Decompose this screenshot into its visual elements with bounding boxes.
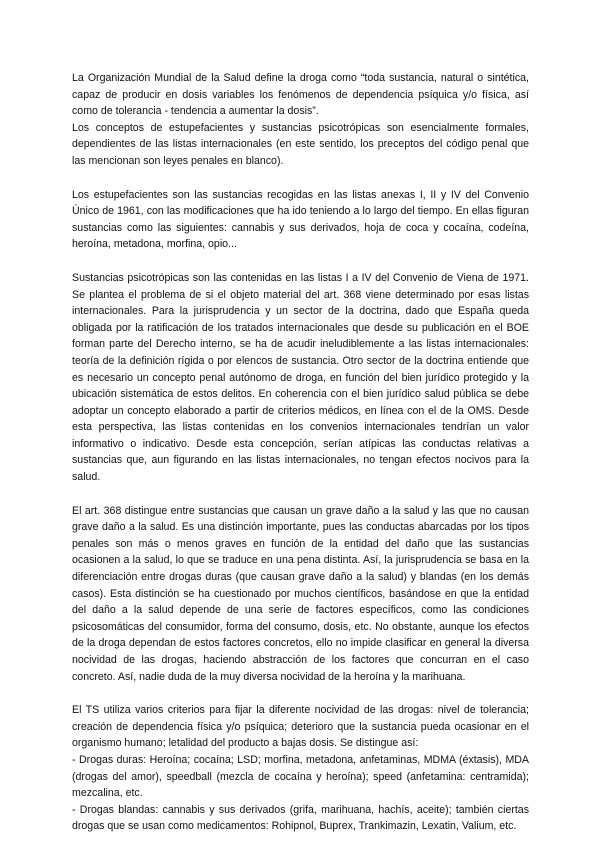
paragraph-oms-definition: La Organización Mundial de la Salud define la droga como “toda sustancia, natural o sintética, capaz de producir en dosis variables los fenómenos de dependencia psíquica y/o física, así como de tolerancia - tendencia a aumentar la dosis”. [72,72,529,118]
paragraph-ts-criteria: El TS utiliza varios criterios para fijar la diferente nocividad de las drogas: nivel de tolerancia; creación de dependencia física y/o psíquica; deterioro que la sustancia pueda ocasionar en el organismo humano; letalidad del producto a bajas dosis. Se distingue así: [72,704,529,750]
paragraph-art-368: El art. 368 distingue entre sustancias que causan un grave daño a la salud y las que no causan grave daño a la salud. Es una distinción importante, pues las conductas abarcadas por los tipos penales son más o menos graves en función de la entidad del daño que las sustancias ocasionen a la salud, lo que se traduce en una pena distinta. Así, la jurisprudencia se basa en la diferenciación entre drogas duras (que causan grave daño a la salud) y blandas (en los demás casos). Esta distinción se ha cuestionado por muchos científicos, basándose en que la entidad del daño a la salud depende de una serie de factores específicos, como las condiciones psicosomáticas del consumidor, forma del consumo, dosis, etc. No obstante, aunque los efectos de la droga dependan de estos factores concretos, ello no impide clasificar en general la diversa nocividad de las drogas, haciendo abstracción de los factores que concurran en el caso concreto. Así, nadie duda de la muy diversa nocividad de la heroína y la marihuana. [72,504,529,683]
document-page [72,70,529,835]
paragraph-estupefacientes: Los estupefacientes son las sustancias recogidas en las listas anexas I, II y IV del Convenio Único de 1961, con las modificaciones que ha ido teniendo a lo largo del tiempo. En ellas figuran sustancias como las siguientes: cannabis y sus derivados, hoja de coca y cocaína, codeína, heroína, metadona, morfina, opio... [72,188,529,251]
list-item-drogas-duras: - Drogas duras: Heroína; cocaína; LSD; morfina, metadona, anfetaminas, MDMA (éxtasis), MDA (drogas del amor), speedball (mezcla de cocaína y heroína); speed (anfetamina: centramida); mezcalina, etc. [72,753,529,800]
list-item-drogas-blandas: - Drogas blandas: cannabis y sus derivados (grifa, marihuana, hachís, aceite); también ciertas drogas que se usan como medicamentos: Rohipnol, Buprex, Trankimazin, Lexatin, Valium, etc. [72,803,529,833]
paragraph-psicotropicas: Sustancias psicotrópicas son las contenidas en las listas I a IV del Convenio de Viena de 1971. Se plantea el problema de si el objeto material del art. 368 viene determinado por esas listas internacionales. Para la jurisprudencia y un sector de la doctrina, dado que España queda obligada por la ratificación de los tratados internacionales que desde su publicación en el BOE forman parte del Derecho interno, se ha de acudir ineludiblemente a las listas internacionales: teoría de la definición rígida o por elencos de sustancia. Otro sector de la doctrina entiende que es necesario un concepto penal autónomo de droga, en función del bien jurídico protegido y la ubicación sistemática de estos delitos. En coherencia con el bien jurídico salud pública se debe adoptar un concepto elaborado a partir de criterios médicos, en línea con el de la OMS. Desde esta perspectiva, las listas contenidas en los convenios internacionales tendrían un valor informativo o indicativo. Desde esta concepción, serían atípicas las conductas relativas a sustancias que, aun figurando en las listas internacionales, no tengan efectos nocivos para la salud. [72,271,529,484]
paragraph-formal-concepts: Los conceptos de estupefacientes y sustancias psicotrópicas son esencialmente formales, dependientes de las listas internacionales (en este sentido, los preceptos del código penal que las mencionan son leyes penales en blanco). [72,121,529,167]
